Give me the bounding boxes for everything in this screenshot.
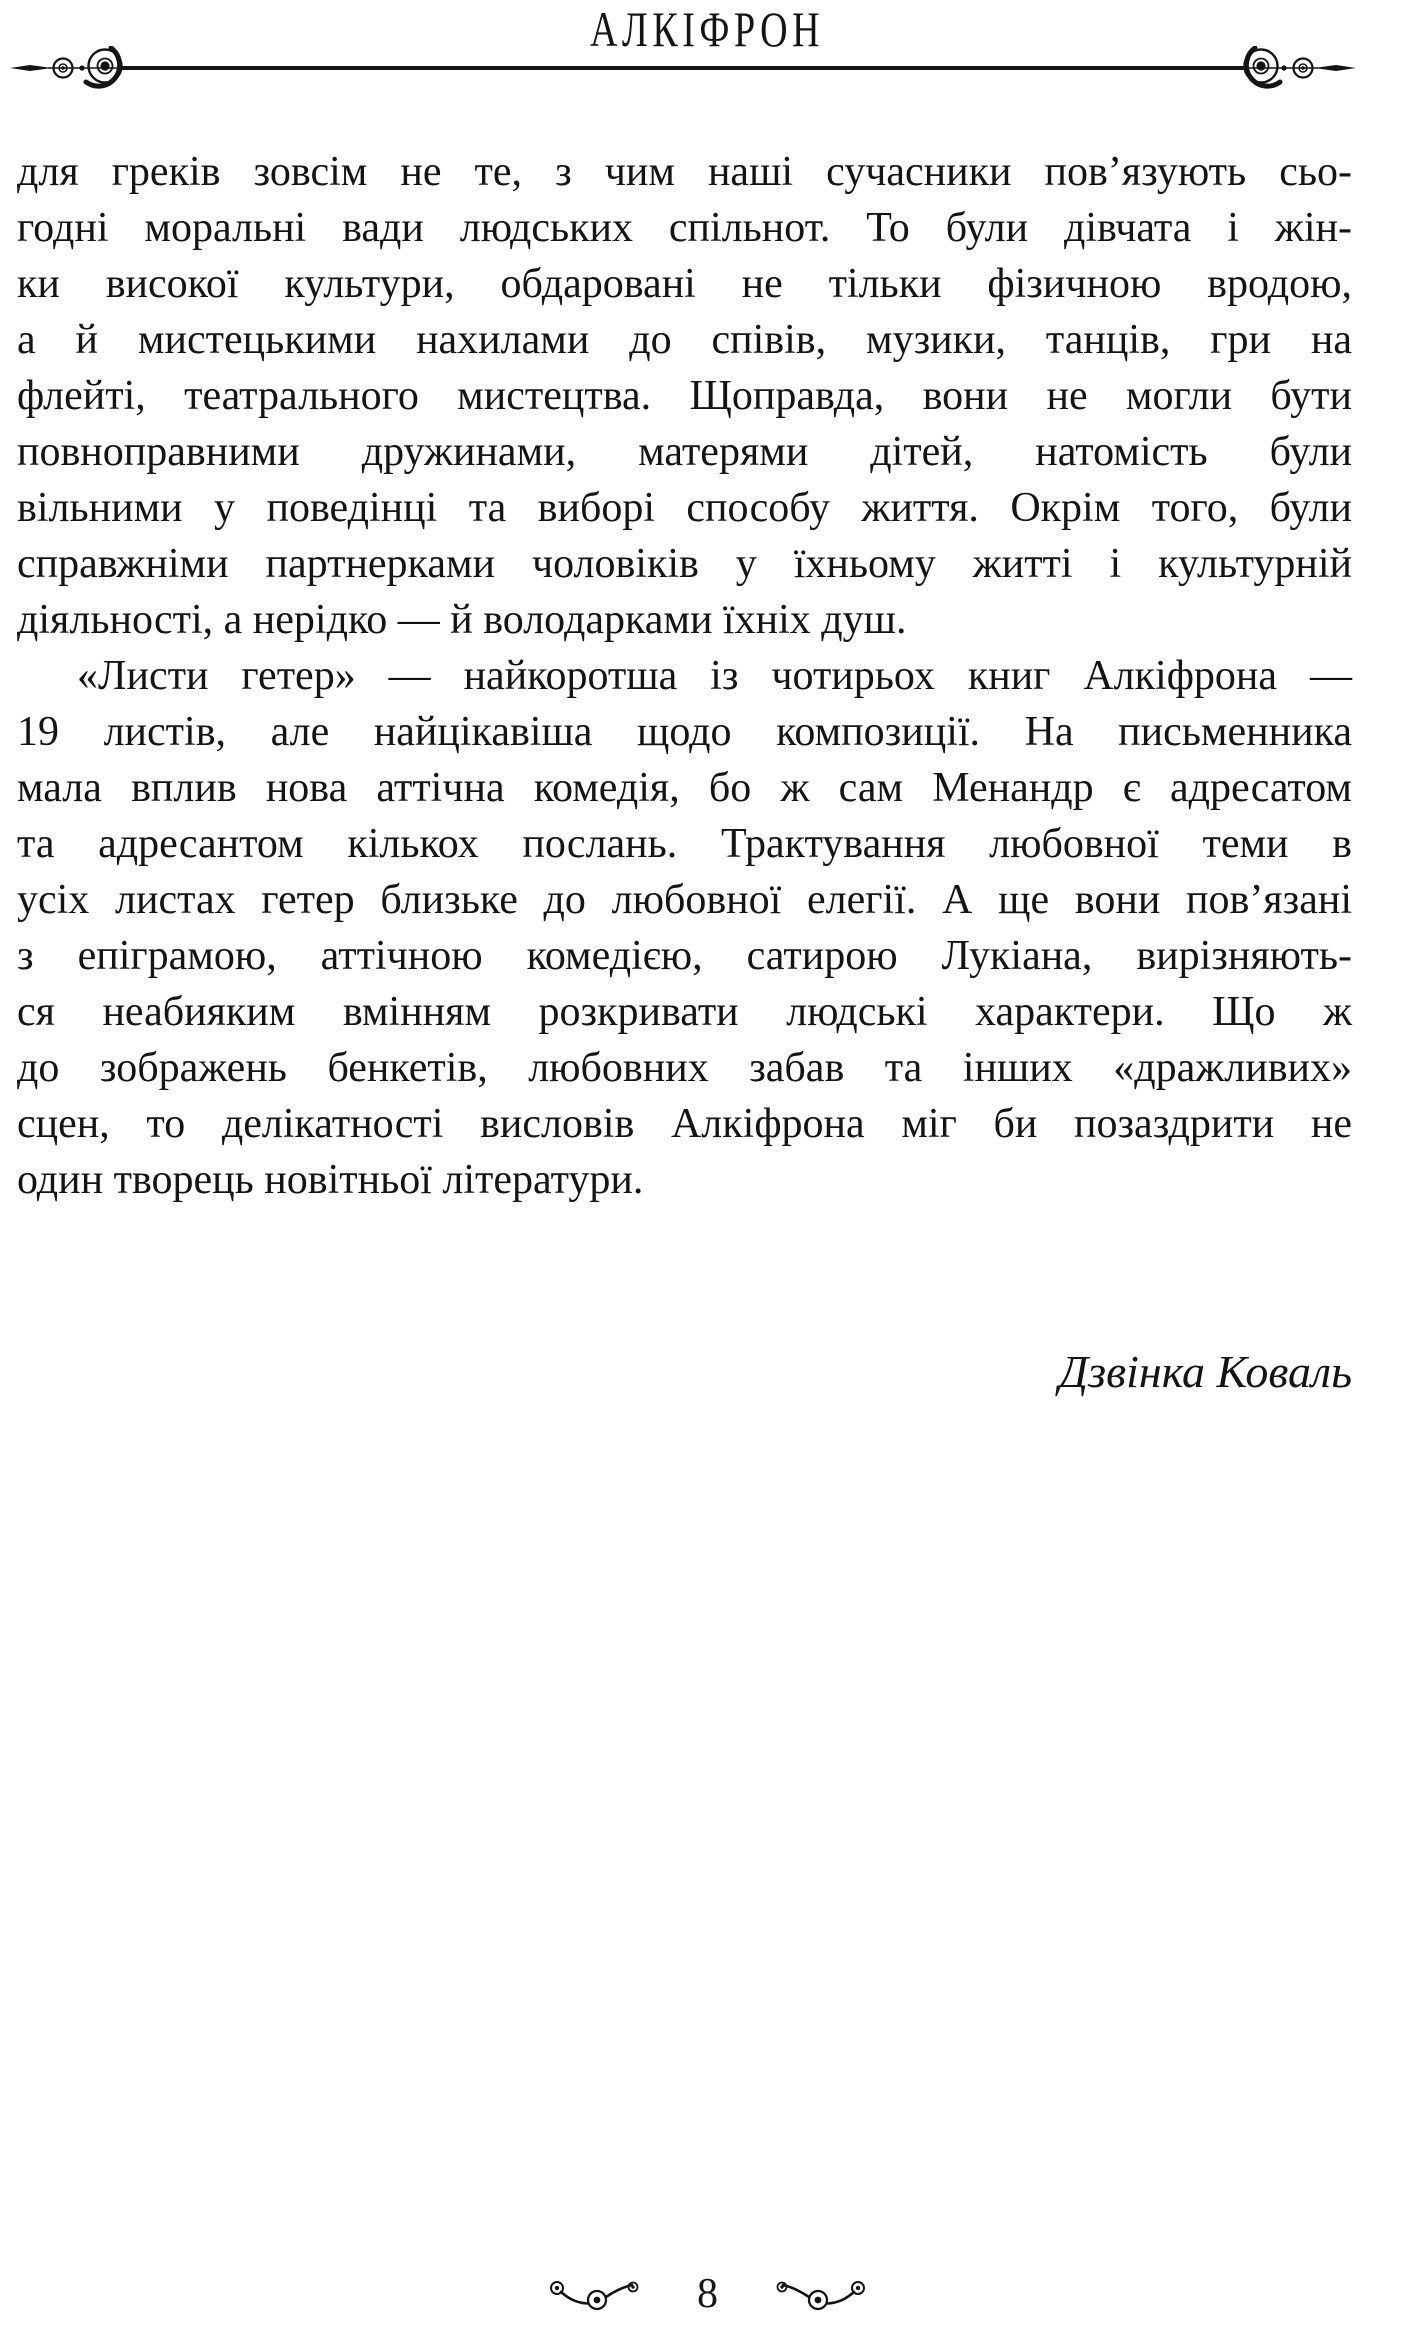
page-title-text: АЛКІФРОН [590,1,825,57]
body-line: повноправними дружинами, матерями дітей, натомість були [17,429,1352,475]
body-line: 19 листів, але найцікавіша щодо композиції. На письменника [17,709,1352,755]
body-line: вільними у поведінці та виборі способу життя. Окрім того, були [17,485,1352,531]
body-line: до зображень бенкетів, любовних забав та інших «дражливих» [17,1045,1352,1091]
body-line: діяльності, а нерідко — й володарками їхніх душ. [17,597,907,643]
body-line: та адресантом кількох послань. Трактування любовної теми в [17,821,1352,867]
body-line: з епіграмою, аттічною комедією, сатирою Лукіана, вирізняють- [17,933,1352,979]
body-line: ки високої культури, обдаровані не тільки фізичною вродою, [17,261,1352,307]
body-line: а й мистецькими нахилами до співів, музики, танців, гри на [17,317,1352,363]
body-line: один творець новітньої літератури. [17,1157,644,1203]
page-footer [0,2272,1415,2316]
body-line: справжніми партнерками чоловіків у їхньому житті і культурній [17,541,1352,587]
body-line: мала вплив нова аттічна комедія, бо ж сам Менандр є адресатом [17,765,1352,811]
body-line: сцен, то делікатності висловів Алкіфрона міг би позаздрити не [17,1101,1352,1147]
body-line: «Листи гетер» — найкоротша із чотирьох книг Алкіфрона — [77,653,1352,699]
body-text [17,144,1352,1208]
page-number: 8 [697,2271,718,2317]
body-line: ся неабияким вмінням розкривати людські характери. Що ж [17,989,1352,1035]
body-line: усіх листах гетер близьке до любовної елегії. А ще вони пов’язані [17,877,1352,923]
body-line: годні моральні вади людських спільнот. То були дівчата і жін- [17,205,1352,251]
author-signature: Дзвінка Коваль [1058,1346,1352,1397]
body-line: для греків зовсім не те, з чим наші сучасники пов’язують сьо- [17,149,1352,195]
header-flourish-rule-icon [10,46,1356,98]
footer-flourish-right-icon [774,2274,870,2314]
footer-flourish-left-icon [545,2274,641,2314]
body-line: флейті, театрального мистецтва. Щоправда, вони не могли бути [17,373,1352,419]
